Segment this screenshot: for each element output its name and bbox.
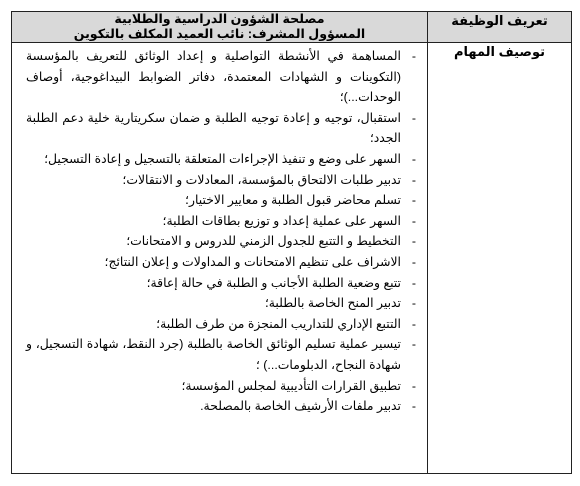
tasks-row — [12, 43, 572, 474]
list-item: - تدبير طلبات الالتحاق بالمؤسسة، المعادلات و الانتقالات؛ — [26, 170, 419, 191]
list-item: - السهر على عملية إعداد و توزيع بطاقات الطلبة؛ — [26, 211, 419, 232]
header-row — [12, 12, 572, 43]
list-item: - التتبع الإداري للتداريب المنجزة من طرف الطلبة؛ — [26, 314, 419, 335]
tasks-label-cell — [428, 43, 572, 474]
list-item: - تطبيق القرارات التأديبية لمجلس المؤسسة؛ — [26, 376, 419, 397]
tasks-content-cell — [12, 43, 428, 474]
job-description-table — [11, 11, 572, 474]
list-item: - الاشراف على تنظيم الامتحانات و المداولات و إعلان النتائج؛ — [26, 252, 419, 273]
list-item: - تسلم محاضر قبول الطلبة و معايير الاختيار؛ — [26, 190, 419, 211]
header-label-cell — [428, 12, 572, 43]
header-label-title: تعريف الوظيفة — [451, 13, 548, 28]
header-service-title: مصلحة الشؤون الدراسية والطلابية — [114, 12, 325, 26]
list-item: - استقبال، توجيه و إعادة توجيه الطلبة و ضمان سكريتارية خلية دعم الطلبة الجدد؛ — [26, 108, 419, 149]
list-item: - تيسير عملية تسليم الوثائق الخاصة بالطلبة (جرد النقط، شهادة التسجيل، و شهادة النجاح، الدبلومات...) ؛ — [26, 334, 419, 375]
list-item: - السهر على وضع و تنفيذ الإجراءات المتعلقة بالتسجيل و إعادة التسجيل؛ — [26, 149, 419, 170]
list-item: - التخطيط و التتبع للجدول الزمني للدروس و الامتحانات؛ — [26, 231, 419, 252]
list-item: - تدبير ملفات الأرشيف الخاصة بالمصلحة. — [26, 396, 419, 417]
list-item: - تتبع وضعية الطلبة الأجانب و الطلبة في حالة إعاقة؛ — [26, 273, 419, 294]
header-supervisor-title: المسؤول المشرف: نائب العميد المكلف بالتكوين — [73, 27, 366, 41]
tasks-list — [12, 43, 427, 417]
tasks-label: توصيف المهام — [453, 44, 546, 59]
list-item: - تدبير المنح الخاصة بالطلبة؛ — [26, 293, 419, 314]
header-content-cell — [12, 12, 428, 43]
list-item: - المساهمة في الأنشطة التواصلية و إعداد الوثائق للتعريف بالمؤسسة (التكوينات و الشهادات المعتمدة، دفاتر الضوابط البيداغوجية، أوصاف الوحدات...)؛ — [26, 46, 419, 108]
